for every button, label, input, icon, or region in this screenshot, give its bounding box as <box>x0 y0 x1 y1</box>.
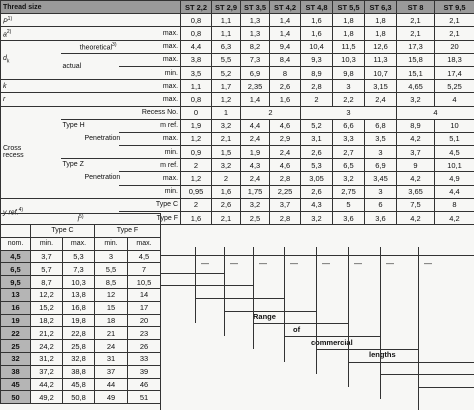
dash-mark: — <box>230 259 238 268</box>
value-cell: 7,3 <box>241 53 270 66</box>
value-cell: 6 <box>365 198 397 211</box>
grid-line <box>224 311 316 312</box>
row-sub: max. <box>119 80 181 93</box>
max-header: max. <box>63 237 95 250</box>
value-cell: 2,1 <box>212 132 241 145</box>
value-cell: 3,6 <box>365 212 397 225</box>
value-cell: 1,4 <box>270 14 301 27</box>
value-cell: 3 <box>333 80 365 93</box>
length-value: 17 <box>128 301 161 314</box>
length-value: 32,8 <box>63 352 95 365</box>
type-f-header: Type F <box>95 225 161 238</box>
value-cell: 2,1 <box>435 27 474 40</box>
value-cell: 0,95 <box>181 185 212 198</box>
nominal-length: 9,5 <box>1 276 31 289</box>
length-value: 5,3 <box>63 250 95 263</box>
value-cell: 3 <box>365 185 397 198</box>
length-value: 3 <box>95 250 128 263</box>
grid-line <box>161 255 474 256</box>
value-cell: 2 <box>301 93 333 106</box>
value-cell: 1,1 <box>181 80 212 93</box>
length-value: 12 <box>95 288 128 301</box>
value-cell: 2,6 <box>301 146 333 159</box>
length-value: 8,7 <box>31 276 63 289</box>
value-cell: 3,2 <box>333 172 365 185</box>
size-header: ST 4,8 <box>301 1 333 14</box>
y-ref-label: y ref.$^{4)}$ <box>1 198 119 224</box>
value-cell: 2 <box>181 159 212 172</box>
row-sub: max. <box>119 93 181 106</box>
value-cell: 3,2 <box>397 93 435 106</box>
value-cell: 4,3 <box>301 198 333 211</box>
value-cell: 5,25 <box>435 80 474 93</box>
value-cell: 1,4 <box>270 27 301 40</box>
value-cell: 20 <box>435 40 474 53</box>
length-value: 20 <box>128 314 161 327</box>
grid-line <box>253 255 254 349</box>
value-cell: 5,2 <box>301 119 333 132</box>
value-cell: 8,9 <box>397 119 435 132</box>
value-cell: 2,4 <box>241 132 270 145</box>
lengths-word: lengths <box>369 350 396 359</box>
value-cell: 2,8 <box>270 172 301 185</box>
size-header: ST 9,5 <box>435 1 474 14</box>
value-cell: 3,8 <box>181 53 212 66</box>
value-cell: 7,5 <box>397 198 435 211</box>
value-cell: 1,75 <box>241 185 270 198</box>
value-cell: 2,1 <box>397 14 435 27</box>
grid-line <box>195 255 196 323</box>
row-sub: max. <box>119 40 181 53</box>
value-cell: 2,1 <box>435 14 474 27</box>
length-value: 10,5 <box>128 276 161 289</box>
value-cell: 1,6 <box>212 185 241 198</box>
size-header: ST 4,2 <box>270 1 301 14</box>
length-value: 13,8 <box>63 288 95 301</box>
length-value: 49 <box>95 391 128 404</box>
value-cell: 2,6 <box>301 185 333 198</box>
value-cell: 3 <box>365 146 397 159</box>
value-cell: 2,4 <box>241 172 270 185</box>
value-cell: 3,3 <box>333 132 365 145</box>
dash-mark: — <box>201 259 209 268</box>
recess-no-value: 0 <box>181 106 212 119</box>
length-value: 45,8 <box>63 378 95 391</box>
of-word: of <box>293 325 301 334</box>
value-cell: 2,9 <box>270 132 301 145</box>
value-cell: 1,6 <box>301 14 333 27</box>
length-value: 19,8 <box>63 314 95 327</box>
length-value: 31,2 <box>31 352 63 365</box>
value-cell: 3,2 <box>301 212 333 225</box>
value-cell: 6,9 <box>241 66 270 79</box>
length-value: 7,3 <box>63 263 95 276</box>
value-cell: 3,1 <box>301 132 333 145</box>
value-cell: 1,6 <box>181 212 212 225</box>
size-header: ST 6,3 <box>365 1 397 14</box>
dash-mark: — <box>322 259 330 268</box>
row-sub: min. <box>119 66 181 79</box>
length-value: 18,2 <box>31 314 63 327</box>
value-cell: 0,8 <box>181 14 212 27</box>
length-value: 12,2 <box>31 288 63 301</box>
length-value: 15,2 <box>31 301 63 314</box>
value-cell: 1,1 <box>212 14 241 27</box>
value-cell: 1,4 <box>241 93 270 106</box>
value-cell: 3,05 <box>301 172 333 185</box>
value-cell: 2 <box>181 198 212 211</box>
nominal-length: 16 <box>1 301 31 314</box>
value-cell: 1,8 <box>365 27 397 40</box>
recess-no-value: 1 <box>212 106 241 119</box>
value-cell: 4,6 <box>270 119 301 132</box>
value-cell: 10,4 <box>301 40 333 53</box>
length-label: $l^{5)}$ <box>1 214 161 225</box>
grid-line <box>284 247 285 255</box>
min-header: min. <box>95 237 128 250</box>
value-cell: 1,2 <box>212 93 241 106</box>
grid-line <box>161 285 253 286</box>
grid-line <box>284 336 380 337</box>
value-cell: 5,2 <box>212 66 241 79</box>
value-cell: 4,4 <box>435 185 474 198</box>
grid-line <box>380 247 381 255</box>
value-cell: 3,6 <box>333 212 365 225</box>
row-sub: m ref. <box>119 159 181 172</box>
row-sub: Type C <box>119 198 181 211</box>
value-cell: 5,3 <box>301 159 333 172</box>
recess-type-label: Type H Penetration <box>61 119 119 159</box>
value-cell: 1,9 <box>241 146 270 159</box>
value-cell: 6,9 <box>365 159 397 172</box>
length-value: 37,2 <box>31 365 63 378</box>
lengths-table <box>0 213 161 404</box>
dk-theoretical-label: theoretical$^{3)}$ <box>61 40 119 53</box>
recess-no-label: Recess No. <box>61 106 181 119</box>
value-cell: 2,75 <box>333 185 365 198</box>
value-cell: 11,5 <box>333 40 365 53</box>
recess-no-value: 2 <box>241 106 301 119</box>
length-value: 10,3 <box>63 276 95 289</box>
length-value: 26 <box>128 340 161 353</box>
length-value: 25,8 <box>63 340 95 353</box>
cross-recess-label: Cross recess <box>1 106 61 198</box>
range-of-lengths-grid <box>160 213 474 410</box>
length-value: 15 <box>95 301 128 314</box>
row-sub: min. <box>119 185 181 198</box>
value-cell: 2,5 <box>241 212 270 225</box>
value-cell: 8,4 <box>270 53 301 66</box>
length-value: 22,8 <box>63 327 95 340</box>
length-value: 4,5 <box>128 250 161 263</box>
nominal-length: 22 <box>1 327 31 340</box>
length-value: 24,2 <box>31 340 63 353</box>
value-cell: 1,7 <box>212 80 241 93</box>
value-cell: 6,3 <box>212 40 241 53</box>
length-value: 21 <box>95 327 128 340</box>
grid-line <box>348 255 349 387</box>
grid-line <box>224 247 225 255</box>
value-cell: 1,3 <box>241 14 270 27</box>
value-cell: 2,4 <box>365 93 397 106</box>
value-cell: 8 <box>435 198 474 211</box>
grid-line <box>316 255 317 374</box>
nominal-length: 19 <box>1 314 31 327</box>
size-header: ST 2,2 <box>181 1 212 14</box>
length-value: 7 <box>128 263 161 276</box>
value-cell: 0,8 <box>181 27 212 40</box>
row-label-k: k <box>1 80 119 93</box>
value-cell: 1,2 <box>181 132 212 145</box>
value-cell: 1,2 <box>181 172 212 185</box>
length-value: 38,8 <box>63 365 95 378</box>
value-cell: 9,8 <box>333 66 365 79</box>
dash-mark: — <box>290 259 298 268</box>
recess-no-value: 3 <box>301 106 397 119</box>
value-cell: 2,35 <box>241 80 270 93</box>
grid-line <box>348 362 474 363</box>
min-header: min. <box>31 237 63 250</box>
value-cell: 15,1 <box>397 66 435 79</box>
length-value: 5,5 <box>95 263 128 276</box>
dash-mark: — <box>424 259 432 268</box>
value-cell: 4 <box>435 93 474 106</box>
value-cell: 17,4 <box>435 66 474 79</box>
length-value: 51 <box>128 391 161 404</box>
value-cell: 1,6 <box>270 93 301 106</box>
value-cell: 3,2 <box>241 198 270 211</box>
value-cell: 1,5 <box>212 146 241 159</box>
value-cell: 4,9 <box>435 172 474 185</box>
value-cell: 1,9 <box>181 119 212 132</box>
row-label-r: r <box>1 93 119 106</box>
row-sub: min. <box>119 146 181 159</box>
value-cell: 2,8 <box>270 212 301 225</box>
value-cell: 3,45 <box>365 172 397 185</box>
row-sub: max. <box>119 53 181 66</box>
value-cell: 8 <box>270 66 301 79</box>
value-cell: 18,3 <box>435 53 474 66</box>
nominal-length: 6,5 <box>1 263 31 276</box>
value-cell: 1,1 <box>212 27 241 40</box>
row-sub: max. <box>119 132 181 145</box>
range-word: Range <box>253 312 276 321</box>
nominal-length: 38 <box>1 365 31 378</box>
dash-mark: — <box>354 259 362 268</box>
dk-actual-label: actual <box>61 53 119 79</box>
value-cell: 1,3 <box>241 27 270 40</box>
length-value: 50,8 <box>63 391 95 404</box>
value-cell: 8,9 <box>301 66 333 79</box>
value-cell: 10,3 <box>333 53 365 66</box>
length-value: 37 <box>95 365 128 378</box>
value-cell: 4,65 <box>397 80 435 93</box>
nominal-length: 4,5 <box>1 250 31 263</box>
value-cell: 15,8 <box>397 53 435 66</box>
length-value: 44 <box>95 378 128 391</box>
nom-header: nom. <box>1 237 31 250</box>
value-cell: 2,8 <box>301 80 333 93</box>
row-label-dk: $d_k$ <box>1 40 61 80</box>
grid-line <box>161 273 224 274</box>
value-cell: 8,2 <box>241 40 270 53</box>
nominal-length: 45 <box>1 378 31 391</box>
size-header: ST 8 <box>397 1 435 14</box>
grid-line <box>316 247 317 255</box>
recess-type-label: Type Z Penetration <box>61 159 119 199</box>
length-value: 3,7 <box>31 250 63 263</box>
nominal-length: 25 <box>1 340 31 353</box>
length-value: 33 <box>128 352 161 365</box>
length-value: 5,7 <box>31 263 63 276</box>
value-cell: 4,3 <box>241 159 270 172</box>
dash-mark: — <box>386 259 394 268</box>
grid-line <box>316 349 418 350</box>
grid-line <box>380 255 381 399</box>
value-cell: 4,4 <box>181 40 212 53</box>
length-value: 39 <box>128 365 161 378</box>
value-cell: 9,3 <box>301 53 333 66</box>
value-cell: 17,3 <box>397 40 435 53</box>
value-cell: 3,2 <box>212 159 241 172</box>
value-cell: 3,5 <box>181 66 212 79</box>
value-cell: 2,1 <box>212 212 241 225</box>
value-cell: 2,6 <box>212 198 241 211</box>
value-cell: 3,7 <box>397 146 435 159</box>
row-sub: Type F <box>119 212 181 225</box>
value-cell: 6,6 <box>333 119 365 132</box>
value-cell: 9,4 <box>270 40 301 53</box>
row-sub-a: max. <box>119 27 181 40</box>
value-cell: 1,8 <box>365 14 397 27</box>
value-cell: 3,7 <box>270 198 301 211</box>
row-sub: max. <box>119 172 181 185</box>
row-sub-P <box>119 14 181 27</box>
value-cell: 2,7 <box>333 146 365 159</box>
value-cell: 4,6 <box>270 159 301 172</box>
length-value: 21,2 <box>31 327 63 340</box>
value-cell: 2,6 <box>270 80 301 93</box>
length-value: 44,2 <box>31 378 63 391</box>
thread-size-header: Thread size <box>1 1 181 14</box>
length-value: 18 <box>95 314 128 327</box>
length-value: 49,2 <box>31 391 63 404</box>
grid-line <box>253 323 348 324</box>
value-cell: 4,5 <box>435 146 474 159</box>
dash-mark: — <box>259 259 267 268</box>
value-cell: 12,6 <box>365 40 397 53</box>
row-label-P: $P^{1)}$ <box>1 14 119 27</box>
length-value: 46 <box>128 378 161 391</box>
value-cell: 10 <box>435 119 474 132</box>
value-cell: 4,2 <box>397 212 435 225</box>
value-cell: 3,15 <box>365 80 397 93</box>
grid-line <box>418 387 474 388</box>
value-cell: 2 <box>212 172 241 185</box>
value-cell: 5 <box>333 198 365 211</box>
value-cell: 2,25 <box>270 185 301 198</box>
length-value: 23 <box>128 327 161 340</box>
value-cell: 5,1 <box>435 132 474 145</box>
max-header: max. <box>128 237 161 250</box>
grid-line <box>418 255 419 410</box>
length-value: 8,5 <box>95 276 128 289</box>
length-value: 24 <box>95 340 128 353</box>
nominal-length: 13 <box>1 288 31 301</box>
grid-line <box>284 255 285 362</box>
value-cell: 4,2 <box>397 172 435 185</box>
recess-no-value: 4 <box>397 106 474 119</box>
value-cell: 4,4 <box>241 119 270 132</box>
value-cell: 1,8 <box>333 27 365 40</box>
grid-line <box>380 374 474 375</box>
value-cell: 6,8 <box>365 119 397 132</box>
value-cell: 0,9 <box>181 146 212 159</box>
row-sub: m ref. <box>119 119 181 132</box>
nominal-length: 32 <box>1 352 31 365</box>
value-cell: 3,2 <box>212 119 241 132</box>
value-cell: 1,6 <box>301 27 333 40</box>
grid-line <box>195 298 284 299</box>
row-label-a: $a^{2)}$ <box>1 27 119 40</box>
grid-line <box>195 247 196 255</box>
value-cell: 6,5 <box>333 159 365 172</box>
value-cell: 9 <box>397 159 435 172</box>
value-cell: 0,8 <box>181 93 212 106</box>
value-cell: 10,1 <box>435 159 474 172</box>
length-value: 16,8 <box>63 301 95 314</box>
value-cell: 3,65 <box>397 185 435 198</box>
grid-line <box>253 247 254 255</box>
size-header: ST 5,5 <box>333 1 365 14</box>
size-header: ST 2,9 <box>212 1 241 14</box>
nominal-length: 50 <box>1 391 31 404</box>
size-header: ST 3,5 <box>241 1 270 14</box>
type-c-header: Type C <box>31 225 95 238</box>
commercial-word: commercial <box>311 338 353 347</box>
grid-line <box>348 247 349 255</box>
value-cell: 2,2 <box>333 93 365 106</box>
value-cell: 4,2 <box>435 212 474 225</box>
value-cell: 2,1 <box>397 27 435 40</box>
length-value: 14 <box>128 288 161 301</box>
value-cell: 2,4 <box>270 146 301 159</box>
value-cell: 1,8 <box>333 14 365 27</box>
length-value: 31 <box>95 352 128 365</box>
grid-line <box>224 255 225 336</box>
value-cell: 11,3 <box>365 53 397 66</box>
value-cell: 5,5 <box>212 53 241 66</box>
grid-line <box>418 247 419 255</box>
value-cell: 3,5 <box>365 132 397 145</box>
value-cell: 10,7 <box>365 66 397 79</box>
value-cell: 4,2 <box>397 132 435 145</box>
